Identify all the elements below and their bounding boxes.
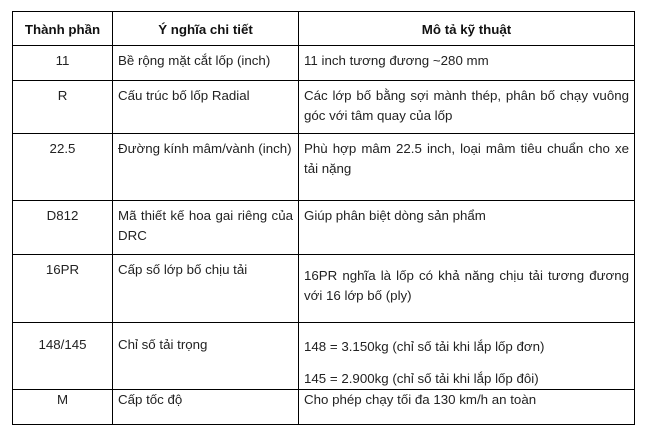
cell-description: [299, 323, 635, 390]
cell-description: [299, 390, 635, 425]
header-component: Thành phần: [13, 12, 113, 46]
table-row: [13, 134, 635, 201]
table-row: [13, 201, 635, 255]
header-meaning: Ý nghĩa chi tiết: [113, 12, 299, 46]
description-line: Các lớp bố bằng sợi mành thép, phân bố chạy vuông góc với tâm quay của lốp: [304, 88, 629, 123]
table-row: [13, 390, 635, 425]
cell-code: D812: [13, 201, 113, 255]
tire-spec-table: [12, 11, 635, 425]
table-row: [13, 81, 635, 134]
table-row: [13, 255, 635, 323]
cell-code: 16PR: [13, 255, 113, 323]
cell-code: 148/145: [13, 323, 113, 390]
cell-meaning: Cấp số lớp bố chịu tải: [113, 255, 299, 323]
cell-meaning: Chỉ số tải trọng: [113, 323, 299, 390]
description-line: 148 = 3.150kg (chỉ số tải khi lắp lốp đơn): [304, 339, 545, 354]
table-row: [13, 323, 635, 390]
cell-meaning: Bề rộng mặt cắt lốp (inch): [113, 46, 299, 81]
description-line: Phù hợp mâm 22.5 inch, loại mâm tiêu chuẩn cho xe tải nặng: [304, 141, 629, 176]
cell-meaning: Cấp tốc độ: [113, 390, 299, 425]
header-description: Mô tả kỹ thuật: [299, 12, 635, 46]
description-line: Giúp phân biệt dòng sản phẩm: [304, 208, 486, 223]
description-line: 16PR nghĩa là lốp có khả năng chịu tải tương đương với 16 lớp bố (ply): [304, 268, 629, 303]
table-header-row: [13, 12, 635, 46]
cell-description: [299, 81, 635, 134]
description-line: Cho phép chạy tối đa 130 km/h an toàn: [304, 392, 537, 407]
cell-meaning: Cấu trúc bố lốp Radial: [113, 81, 299, 134]
cell-code: 11: [13, 46, 113, 81]
cell-description: [299, 134, 635, 201]
cell-description: [299, 201, 635, 255]
cell-description: [299, 46, 635, 81]
cell-code: 22.5: [13, 134, 113, 201]
cell-code: R: [13, 81, 113, 134]
table-row: [13, 46, 635, 81]
description-line: 145 = 2.900kg (chỉ số tải khi lắp lốp đôi): [304, 371, 539, 386]
cell-description: [299, 255, 635, 323]
description-line: 11 inch tương đương ~280 mm: [304, 53, 489, 68]
cell-meaning: Mã thiết kế hoa gai riêng của DRC: [113, 201, 299, 255]
cell-code: M: [13, 390, 113, 425]
cell-meaning: Đường kính mâm/vành (inch): [113, 134, 299, 201]
